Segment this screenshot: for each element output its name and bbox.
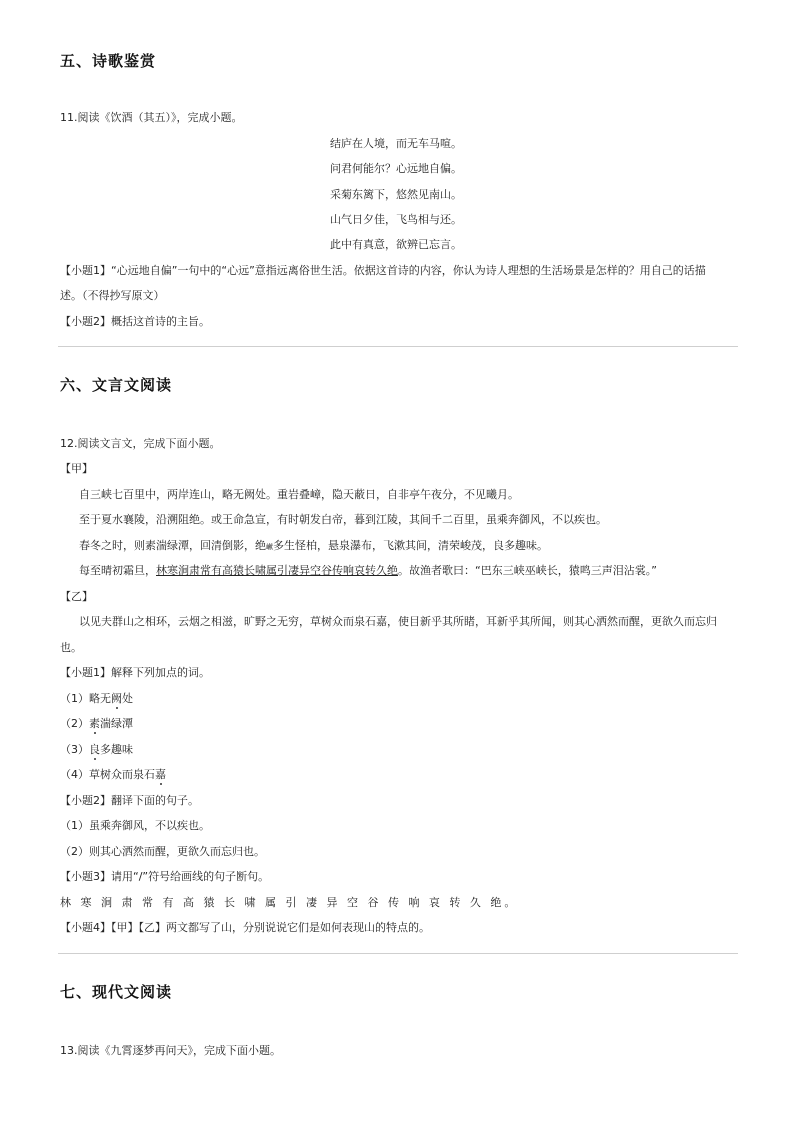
word-item — [60, 742, 133, 758]
text-span: 每至晴初霜旦， — [79, 564, 156, 577]
poem-line: 采菊东篱下，悠然见南山。 — [330, 188, 462, 201]
passage-jia-paragraph — [79, 563, 657, 579]
text-span: （1）略无 — [60, 692, 111, 705]
q12-subquestion-2: 【小题2】翻译下面的句子。 — [60, 794, 199, 807]
passage-jia-paragraph: 至于夏水襄陵，沿溯阻绝。或王命急宣，有时朝发白帝，暮到江陵，其间千二百里，虽乘奔御风，不以疾也。 — [79, 513, 607, 526]
poem-line: 结庐在人境，而无车马喧。 — [330, 137, 462, 150]
section-title-classical: 六、文言文阅读 — [60, 376, 173, 394]
passage-jia-paragraph — [79, 538, 548, 555]
word-item — [60, 691, 133, 707]
q12-subquestion-1: 【小题1】解释下列加点的词。 — [60, 666, 210, 679]
rare-char: 𪩘 — [266, 543, 273, 551]
q11-subquestion-1-cont: 述。（不得抄写原文） — [60, 289, 165, 302]
passage-yi-paragraph: 以见夫群山之相环，云烟之相滋，旷野之无穷，草树众而泉石嘉，使目新乎其所睹，耳新乎其所闻，则其心洒然而醒，更欲久而忘归 — [79, 615, 717, 628]
passage-yi-label: 【乙】 — [60, 590, 93, 603]
question-11-prompt: 11.阅读《饮酒（其五）》，完成小题。 — [60, 111, 243, 124]
text-span: （2） — [60, 717, 89, 730]
section-title-poetry: 五、诗歌鉴赏 — [60, 52, 157, 70]
section-divider — [58, 346, 738, 347]
word-item — [60, 716, 133, 732]
question-13-prompt: 13.阅读《九霄逐梦再问天》，完成下面小题。 — [60, 1044, 281, 1057]
q12-subquestion-4: 【小题4】【甲】【乙】两文都写了山，分别说说它们是如何表现山的特点的。 — [60, 921, 430, 934]
passage-jia-label: 【甲】 — [60, 462, 93, 475]
dotted-word: 嘉 — [155, 768, 166, 781]
q11-subquestion-1: 【小题1】“心远地自偏”一句中的“心远”意指远离俗世生活。依据这首诗的内容，你认为诗人理想的生活场景是怎样的？用自己的话描 — [60, 264, 706, 277]
question-12-prompt: 12.阅读文言文，完成下面小题。 — [60, 437, 221, 450]
passage-yi-paragraph-cont: 也。 — [60, 641, 82, 654]
section-divider — [58, 953, 738, 954]
dotted-word: 阙 — [111, 692, 122, 705]
spaced-sentence: 林 寒 涧 肃 常 有 高 猿 长 啸 属 引 凄 异 空 谷 传 响 哀 转 久 绝。 — [60, 896, 519, 909]
poem-line: 此中有真意，欲辨已忘言。 — [330, 238, 462, 251]
text-span: 春冬之时，则素湍绿潭，回清倒影，绝 — [79, 539, 266, 552]
section-title-modern: 七、现代文阅读 — [60, 983, 173, 1001]
text-span: 多生怪柏，悬泉瀑布，飞漱其间，清荣峻茂，良多趣味。 — [273, 539, 548, 552]
text-span: 处 — [122, 692, 133, 705]
text-span: （4）草树众而泉石 — [60, 768, 155, 781]
dotted-word: 良 — [89, 743, 100, 756]
text-span: 湍绿潭 — [100, 717, 133, 730]
passage-jia-paragraph: 自三峡七百里中，两岸连山，略无阙处。重岩叠嶂，隐天蔽日，自非亭午夜分，不见曦月。 — [79, 488, 519, 501]
translate-item: （2）则其心洒然而醒，更欲久而忘归也。 — [60, 845, 265, 858]
underlined-sentence: 林寒涧肃常有高猿长啸属引凄异空谷传响哀转久绝 — [156, 564, 398, 577]
text-span: 多趣味 — [100, 743, 133, 756]
q12-subquestion-3: 【小题3】请用“/”符号给画线的句子断句。 — [60, 870, 270, 883]
translate-item: （1）虽乘奔御风，不以疾也。 — [60, 819, 210, 832]
q11-subquestion-2: 【小题2】概括这首诗的主旨。 — [60, 315, 210, 328]
poem-line: 山气日夕佳，飞鸟相与还。 — [330, 213, 462, 226]
dotted-word: 素 — [89, 717, 100, 730]
word-item — [60, 767, 166, 783]
text-span: （3） — [60, 743, 89, 756]
text-span: 。故渔者歌曰：“巴东三峡巫峡长，猿鸣三声泪沾裳。” — [398, 564, 657, 577]
poem-line: 问君何能尔？心远地自偏。 — [330, 162, 462, 175]
